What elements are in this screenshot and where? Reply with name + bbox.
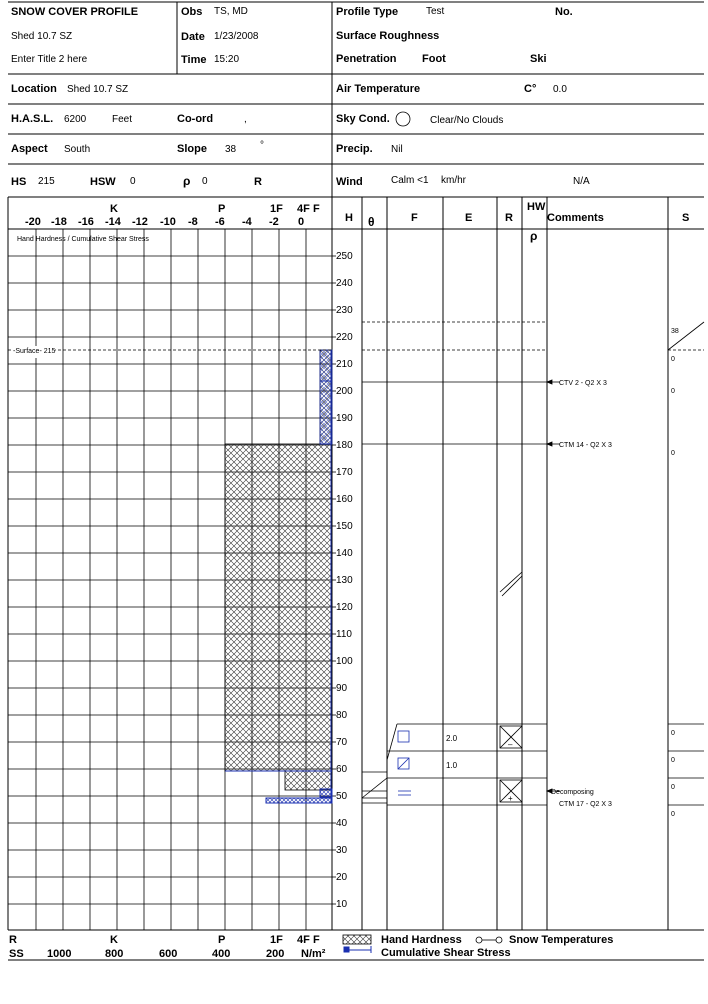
precip-value[interactable]: Nil	[391, 144, 403, 155]
height-label: 160	[336, 494, 353, 505]
bottom-unit: N/m²	[301, 948, 326, 960]
time-label: Time	[181, 54, 207, 66]
coord-label: Co-ord	[177, 113, 214, 125]
bottom-1000: 1000	[47, 948, 72, 960]
hsw-label: HSW	[90, 176, 116, 188]
height-label: 90	[336, 683, 348, 694]
axis-top-number: -6	[215, 216, 225, 228]
slope-label: Slope	[177, 143, 207, 155]
col-r: R	[505, 212, 513, 224]
height-label: 10	[336, 899, 348, 910]
s-value[interactable]: 0	[671, 784, 675, 791]
hasl-value[interactable]: 6200	[64, 114, 87, 125]
foot-label: Foot	[422, 53, 446, 65]
legend-snow-temps: Snow Temperatures	[509, 934, 614, 946]
height-label: 30	[336, 845, 348, 856]
height-label: 110	[336, 629, 352, 640]
comment-3b[interactable]: CTM 17 - Q2 X 3	[559, 801, 612, 808]
air-temp-unit: C°	[524, 83, 537, 95]
axis-top-number: 0	[298, 216, 305, 228]
height-label: 120	[336, 602, 353, 613]
comment-3a[interactable]: Decomposing	[551, 789, 594, 796]
grid-caption: Hand Hardness / Cumulative Shear Stress	[17, 236, 149, 243]
title-line-2[interactable]: Enter Title 2 here	[11, 54, 88, 65]
height-label: 50	[336, 791, 348, 802]
col-e: E	[465, 212, 473, 224]
time-value[interactable]: 15:20	[214, 54, 240, 65]
s-value[interactable]: 0	[671, 757, 675, 764]
r-plus: +	[508, 794, 513, 803]
height-label: 20	[336, 872, 348, 883]
hs-value[interactable]: 215	[38, 176, 55, 187]
axis-top-number: -20	[25, 216, 41, 228]
height-label: 130	[336, 575, 353, 586]
height-label: 240	[336, 278, 353, 289]
hs-label: HS	[11, 176, 27, 188]
axis-top-number: -14	[105, 216, 121, 228]
coord-value[interactable]: ,	[244, 114, 247, 125]
s-value[interactable]: 38	[671, 328, 679, 335]
axis-top-number: -2	[269, 216, 279, 228]
height-label: 140	[336, 548, 353, 559]
bottom-f: F	[313, 934, 320, 946]
r-minus: –	[508, 740, 513, 749]
location-label: Location	[11, 83, 57, 95]
bottom-r: R	[9, 934, 17, 946]
aspect-label: Aspect	[11, 143, 48, 155]
axis-4f: 4F	[297, 203, 310, 215]
bottom-200: 200	[266, 948, 285, 960]
height-label: 200	[336, 386, 353, 397]
e-value-1[interactable]: 2.0	[446, 734, 458, 743]
bottom-400: 400	[212, 948, 231, 960]
precip-label: Precip.	[336, 143, 373, 155]
axis-k: K	[110, 203, 118, 215]
profile-type-value[interactable]: Test	[426, 6, 445, 17]
axis-top-number: -4	[242, 216, 252, 228]
height-label: 40	[336, 818, 348, 829]
col-rho: ρ	[530, 229, 538, 243]
wind-value[interactable]: Calm <1	[391, 175, 429, 186]
r-label: R	[254, 176, 262, 188]
surface-label: -Surface- 215	[13, 346, 55, 358]
hasl-unit: Feet	[112, 114, 133, 125]
col-theta: θ	[368, 215, 375, 229]
location-value[interactable]: Shed 10.7 SZ	[67, 84, 129, 95]
col-h: H	[345, 212, 353, 224]
date-value[interactable]: 1/23/2008	[214, 31, 259, 42]
bottom-800: 800	[105, 948, 124, 960]
density-label: ρ	[183, 174, 191, 188]
s-value[interactable]: 0	[671, 811, 675, 818]
axis-top-number: -10	[160, 216, 176, 228]
height-label: 170	[336, 467, 353, 478]
profile-type-label: Profile Type	[336, 6, 399, 18]
axis-p: P	[218, 203, 226, 215]
legend-hand-hardness: Hand Hardness	[381, 934, 462, 946]
comment-1[interactable]: CTV 2 - Q2 X 3	[559, 380, 607, 387]
col-f: F	[411, 212, 418, 224]
axis-1f: 1F	[270, 203, 283, 215]
penetration-label: Penetration	[336, 53, 397, 65]
axis-f: F	[313, 203, 320, 215]
bottom-600: 600	[159, 948, 178, 960]
legend-shear-stress: Cumulative Shear Stress	[381, 947, 511, 959]
s-value[interactable]: 0	[671, 450, 675, 457]
height-label: 60	[336, 764, 348, 775]
hsw-value[interactable]: 0	[130, 176, 136, 187]
aspect-value[interactable]: South	[64, 144, 91, 155]
s-value[interactable]: 0	[671, 730, 675, 737]
col-comments: Comments	[547, 212, 604, 224]
bottom-ss: SS	[9, 948, 24, 960]
s-value[interactable]: 0	[671, 356, 675, 363]
height-label: 80	[336, 710, 348, 721]
density-value[interactable]: 0	[202, 176, 208, 187]
bottom-4f: 4F	[297, 934, 310, 946]
height-label: 70	[336, 737, 348, 748]
slope-value[interactable]: 38	[225, 144, 237, 155]
height-label: 100	[336, 656, 353, 667]
sky-label: Sky Cond.	[336, 113, 390, 125]
wind-label: Wind	[336, 176, 363, 188]
no-label: No.	[555, 6, 573, 18]
date-label: Date	[181, 31, 205, 43]
title-line-1[interactable]: Shed 10.7 SZ	[11, 31, 73, 42]
height-label: 150	[336, 521, 353, 532]
hasl-label: H.A.S.L.	[11, 113, 54, 125]
obs-value[interactable]: TS, MD	[214, 6, 248, 17]
height-label: 220	[336, 332, 353, 343]
height-label: 180	[336, 440, 353, 451]
height-label: 250	[336, 251, 353, 262]
e-value-2[interactable]: 1.0	[446, 761, 458, 770]
height-label: 210	[336, 359, 353, 370]
bottom-1f: 1F	[270, 934, 283, 946]
height-label: 230	[336, 305, 353, 316]
surface-roughness-label: Surface Roughness	[336, 30, 440, 42]
axis-top-number: -12	[132, 216, 148, 228]
air-temp-label: Air Temperature	[336, 83, 421, 95]
slope-unit: °	[260, 140, 264, 151]
comment-2[interactable]: CTM 14 - Q2 X 3	[559, 442, 612, 449]
air-temp-value[interactable]: 0.0	[553, 84, 567, 95]
bottom-k: K	[110, 934, 118, 946]
profile-title: SNOW COVER PROFILE	[11, 6, 139, 18]
axis-top-number: -18	[51, 216, 67, 228]
wind-unit: km/hr	[441, 175, 466, 186]
ski-label: Ski	[530, 53, 547, 65]
height-label: 190	[336, 413, 353, 424]
col-s: S	[682, 212, 690, 224]
s-value[interactable]: 0	[671, 388, 675, 395]
wind-direction[interactable]: N/A	[573, 176, 590, 187]
col-hw: HW	[527, 201, 546, 213]
bottom-p: P	[218, 934, 226, 946]
sky-value[interactable]: Clear/No Clouds	[430, 115, 504, 126]
obs-label: Obs	[181, 6, 203, 18]
axis-top-number: -16	[78, 216, 94, 228]
axis-top-number: -8	[188, 216, 198, 228]
